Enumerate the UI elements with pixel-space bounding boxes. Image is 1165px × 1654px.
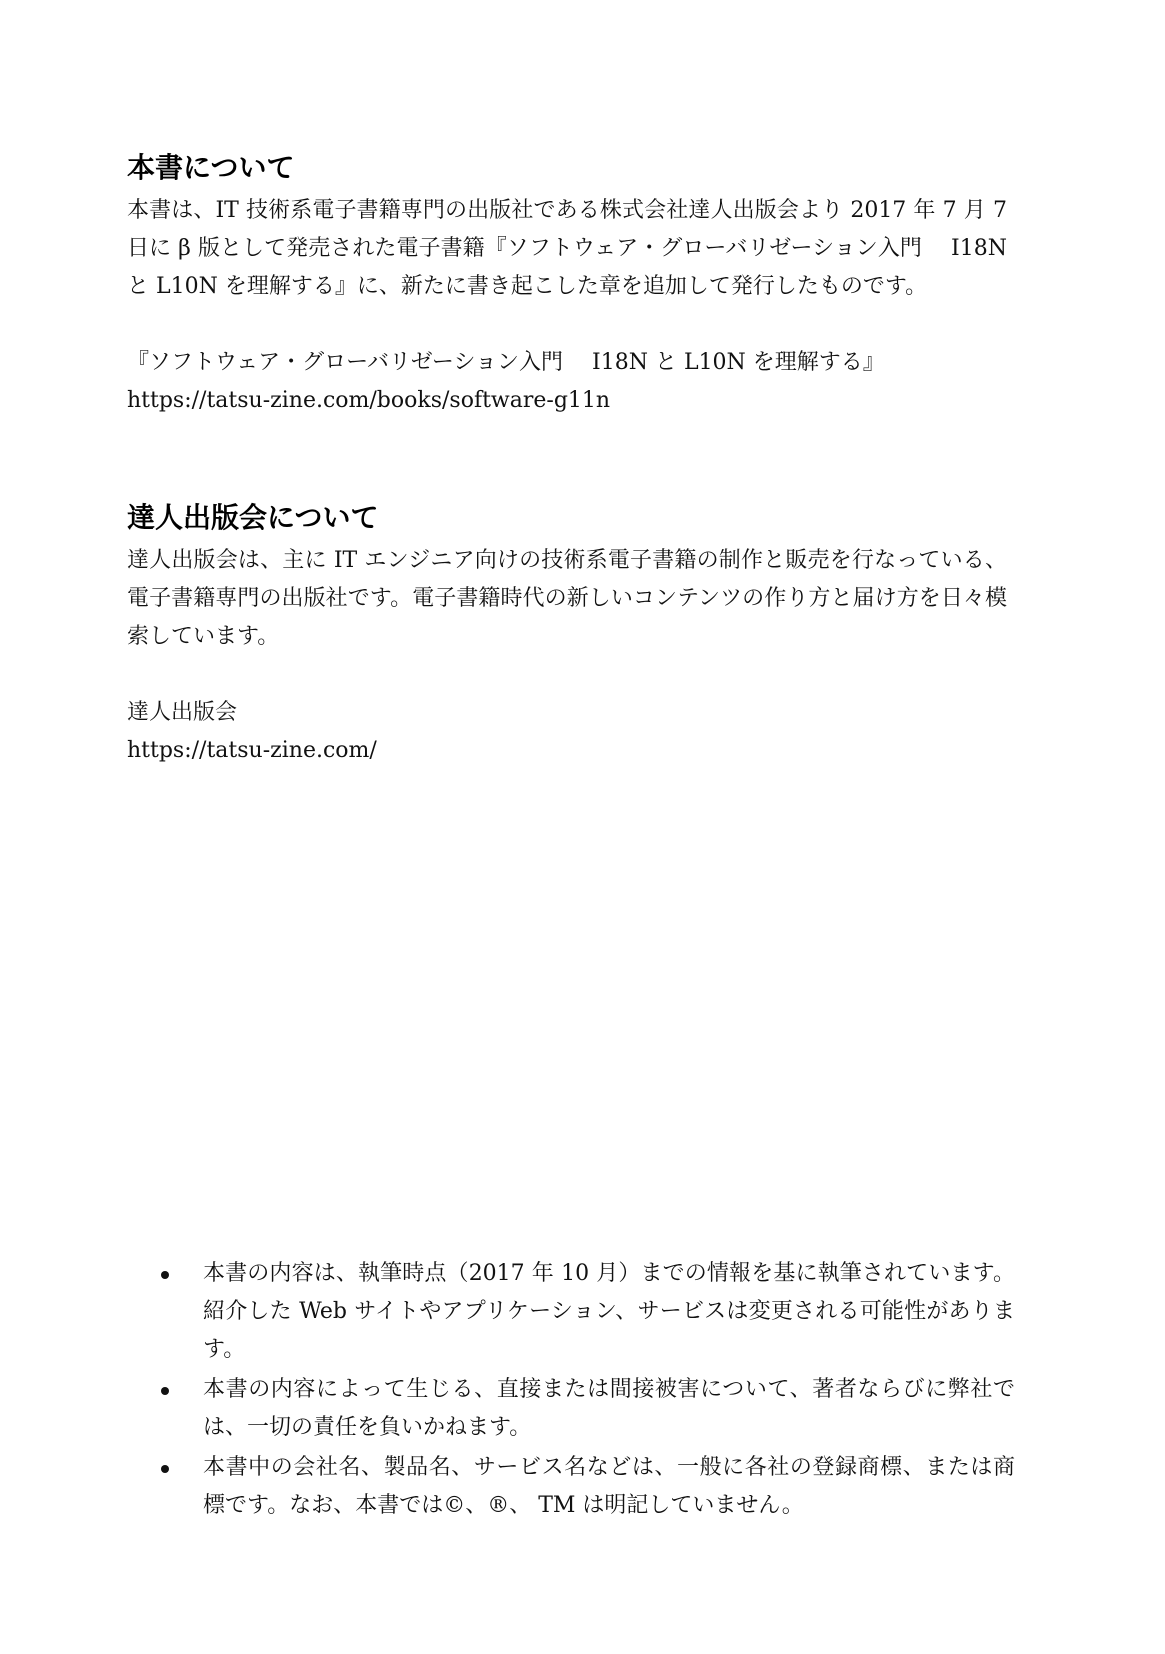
disclaimer-text: 本書の内容によって生じる、直接または間接被害について、著者ならびに弊社では、一切の責任を負いかねます。: [203, 1377, 1015, 1440]
disclaimer-list: [155, 1255, 1015, 1527]
disclaimer-item: [155, 1255, 1015, 1369]
disclaimer-text: 本書中の会社名、製品名、サービス名などは、一般に各社の登録商標、または商標です。なお、本書では©、®、 TM は明記していません。: [203, 1455, 1015, 1518]
about-publisher-section: [127, 500, 1007, 770]
about-publisher-heading: 達人出版会について: [127, 501, 379, 534]
disclaimer-text: 本書の内容は、執筆時点（2017 年 10 月）までの情報を基に執筆されています。紹介した Web サイトやアプリケーション、サービスは変更される可能性があります。: [203, 1261, 1015, 1362]
about-publisher-body: 達人出版会は、主に IT エンジニア向けの技術系電子書籍の制作と販売を行なっている、電子書籍専門の出版社です。電子書籍時代の新しいコンテンツの作り方と届け方を日々模索しています。: [127, 548, 1007, 649]
book-title: 『ソフトウェア・グローバリゼーション入門 I18N と L10N を理解する』: [127, 350, 885, 375]
book-url-link[interactable]: https://tatsu-zine.com/books/software-g11n: [127, 388, 611, 413]
spacer: [127, 306, 1007, 344]
about-book-section: [127, 150, 1007, 420]
about-book-body: 本書は、IT 技術系電子書籍専門の出版社である株式会社達人出版会より 2017 年 7 月 7 日に β 版として発売された電子書籍『ソフトウェア・グローバリゼーション入門 I18N と L10N を理解する』に、新たに書き起こした章を追加して発行したものです。: [127, 198, 1007, 299]
disclaimer-item: [155, 1371, 1015, 1447]
bullet-icon: [161, 1271, 169, 1279]
bullet-icon: [161, 1387, 169, 1395]
disclaimer-item: [155, 1449, 1015, 1525]
publisher-name: 達人出版会: [127, 700, 238, 725]
spacer: [127, 656, 1007, 694]
publisher-url-link[interactable]: https://tatsu-zine.com/: [127, 738, 377, 763]
bullet-icon: [161, 1465, 169, 1473]
about-book-heading: 本書について: [127, 151, 295, 184]
